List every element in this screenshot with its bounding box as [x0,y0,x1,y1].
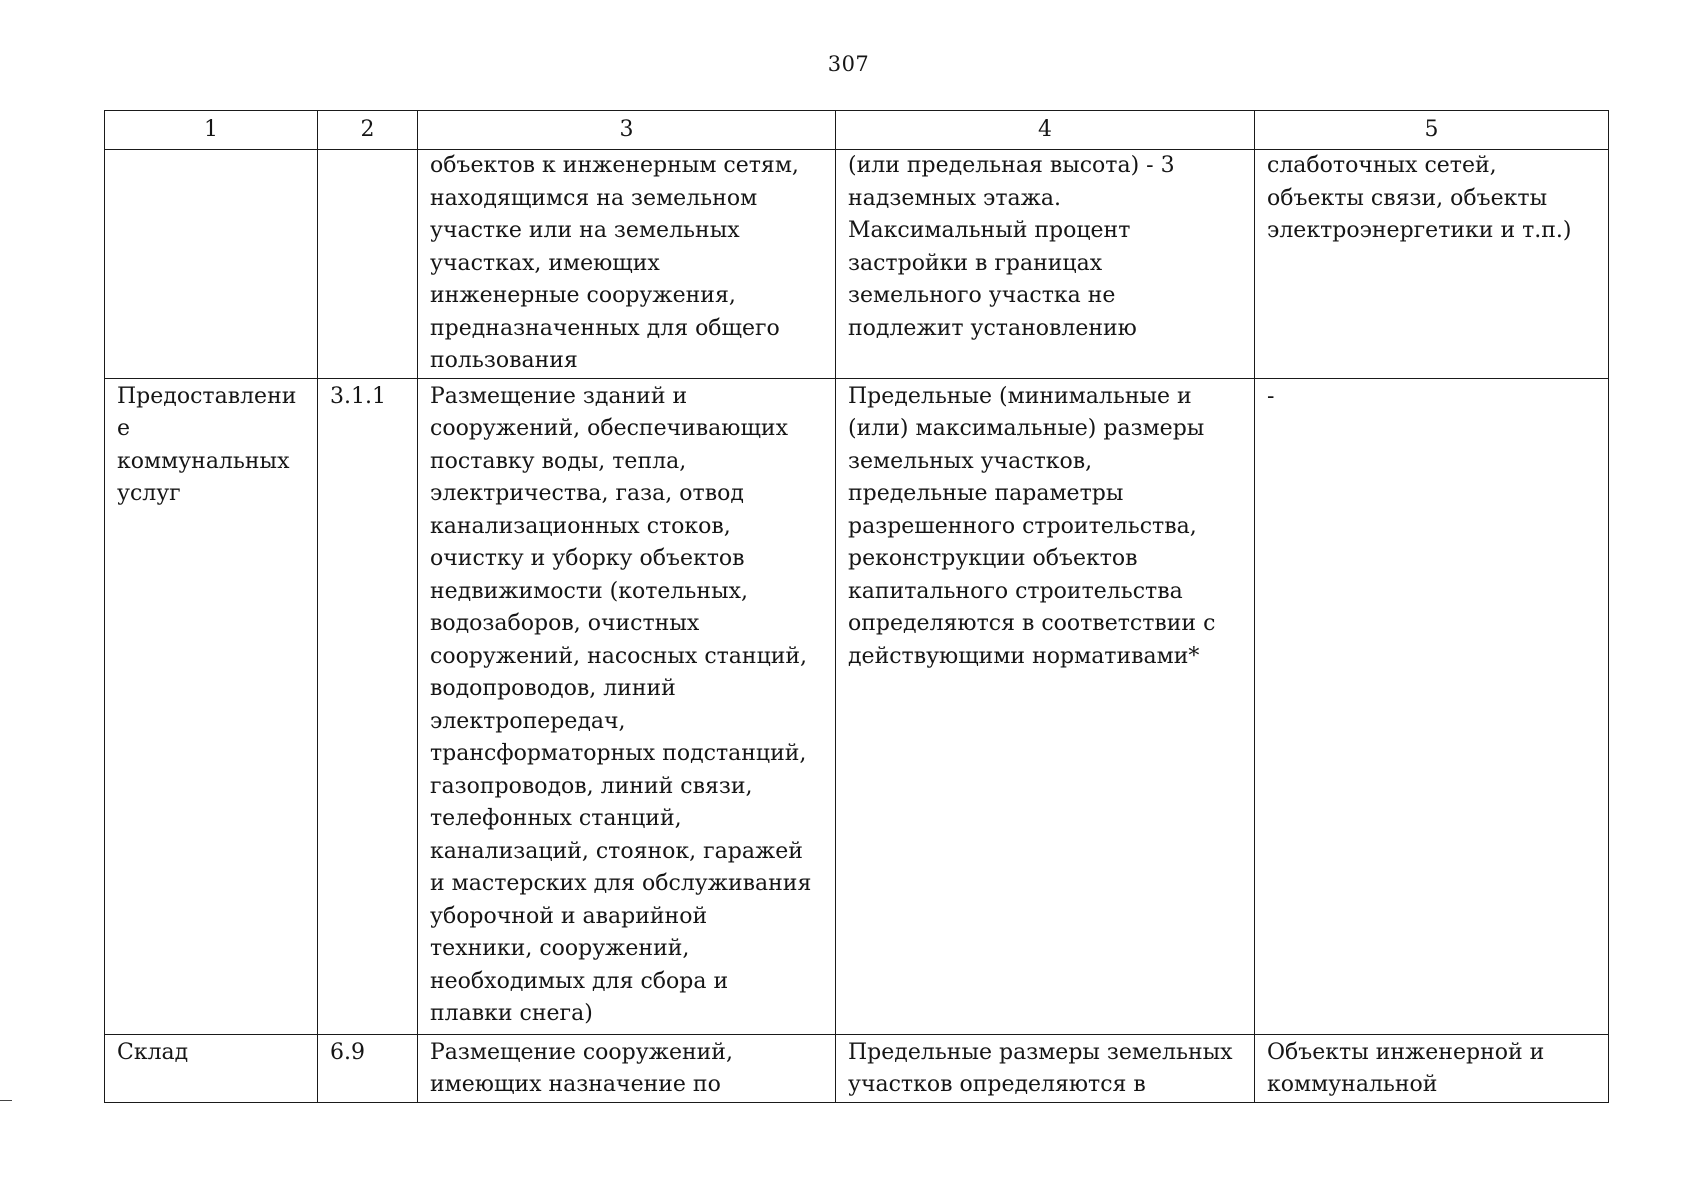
page-number: 307 [827,52,870,76]
use-type-code-cell: 6.9 [318,1034,418,1102]
use-type-parameters-cell: Предельные (минимальные и (или) максимальные) размеры земельных участков, предельные параметры разрешенного строительства, реконструкции объектов капитального строительства определяются в соответствии с действующими нормативами* [836,378,1255,1034]
use-type-parameters-cell: (или предельная высота) - 3 надземных этажа. Максимальный процент застройки в границах земельного участка не подлежит установлению [836,150,1255,379]
use-type-description-cell: объектов к инженерным сетям, находящимся на земельном участке или на земельных участках, имеющих инженерные сооружения, предназначенных для общего пользования [418,150,836,379]
table-row [105,1034,1609,1102]
use-type-name-cell: Предоставлени е коммунальных услуг [105,378,318,1034]
margin-mark [0,1100,12,1101]
header-cell-3: 3 [418,111,836,150]
use-type-code-cell: 3.1.1 [318,378,418,1034]
land-use-table [104,110,1609,1103]
use-type-notes-cell: - [1255,378,1609,1034]
header-cell-5: 5 [1255,111,1609,150]
use-type-notes-cell: Объекты инженерной и коммунальной [1255,1034,1609,1102]
use-type-description-cell: Размещение сооружений, имеющих назначение по [418,1034,836,1102]
table-row [105,378,1609,1034]
table-row [105,150,1609,379]
header-cell-4: 4 [836,111,1255,150]
use-type-code-cell [318,150,418,379]
header-cell-1: 1 [105,111,318,150]
table-header-row [105,111,1609,150]
header-cell-2: 2 [318,111,418,150]
use-type-name-cell [105,150,318,379]
use-type-name-cell: Склад [105,1034,318,1102]
use-type-description-cell: Размещение зданий и сооружений, обеспечивающих поставку воды, тепла, электричества, газа, отвод канализационных стоков, очистку и уборку объектов недвижимости (котельных, водозаборов, очистных сооружений, насосных станций, водопроводов, линий электропередач, трансформаторных подстанций, газопроводов, линий связи, телефонных станций, канализаций, стоянок, гаражей и мастерских для обслуживания уборочной и аварийной техники, сооружений, необходимых для сбора и плавки снега) [418,378,836,1034]
use-type-parameters-cell: Предельные размеры земельных участков определяются в [836,1034,1255,1102]
use-type-notes-cell: слаботочных сетей, объекты связи, объекты электроэнергетики и т.п.) [1255,150,1609,379]
